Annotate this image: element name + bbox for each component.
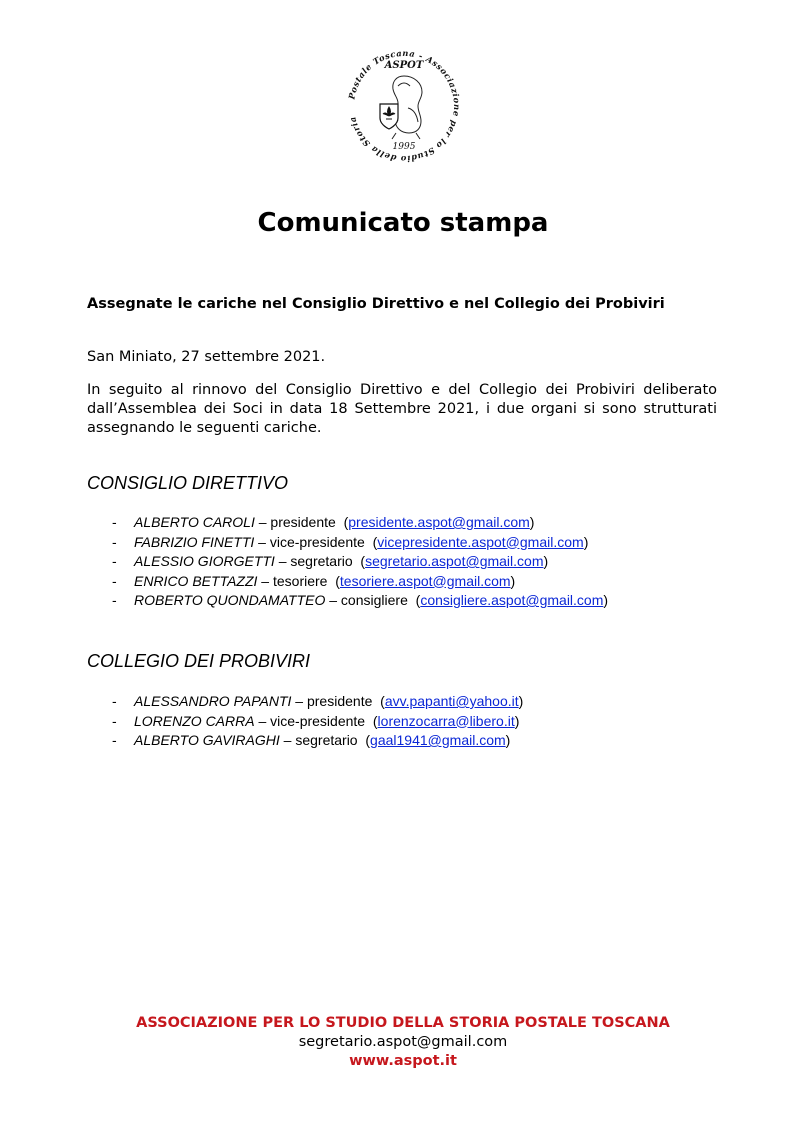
- member-email-link[interactable]: vicepresidente.aspot@gmail.com: [377, 533, 584, 550]
- shield-fleur-de-lis-icon: [380, 104, 398, 129]
- member-name: LORENZO CARRA: [134, 712, 255, 729]
- member-email-link[interactable]: consigliere.aspot@gmail.com: [420, 592, 604, 608]
- intro-paragraph: In seguito al rinnovo del Consiglio Direttivo e del Collegio dei Probiviri deliberato dall’Assemblea dei Soci in data 18 Settembre 2021, i due organi si sono strutturati assegnando le seguenti cariche.: [87, 382, 717, 436]
- bullet-dash: -: [112, 553, 117, 569]
- bullet-dash: -: [112, 693, 117, 709]
- list-item: - ALESSIO GIORGETTI – segretario (segretario.aspot@gmail.com): [112, 552, 608, 572]
- logo-year: 1995: [392, 142, 416, 152]
- section-heading-consiglio: CONSIGLIO DIRETTIVO: [87, 473, 289, 493]
- member-email-link[interactable]: avv.papanti@yahoo.it: [384, 693, 519, 709]
- member-name: ALBERTO CAROLI: [134, 514, 255, 530]
- list-item: - ENRICO BETTAZZI – tesoriere (tesoriere.aspot@gmail.com): [112, 572, 608, 592]
- member-role: – presidente: [291, 693, 373, 709]
- logo-center-text: ASPOT: [384, 60, 424, 71]
- page-title: Comunicato stampa: [257, 208, 549, 238]
- member-email-link[interactable]: segretario.aspot@gmail.com: [365, 553, 544, 569]
- bullet-dash: -: [112, 572, 117, 589]
- member-email-link[interactable]: lorenzocarra@libero.it: [377, 712, 515, 729]
- member-role: – presidente: [254, 514, 336, 530]
- member-name: FABRIZIO FINETTI: [134, 533, 255, 550]
- footer-website-link[interactable]: www.aspot.it: [349, 1053, 457, 1069]
- member-email-link[interactable]: presidente.aspot@gmail.com: [348, 514, 530, 530]
- bullet-dash: -: [112, 732, 117, 748]
- press-release-subtitle: Assegnate le cariche nel Consiglio Direttivo e nel Collegio dei Probiviri: [87, 296, 665, 312]
- member-list-collegio: [112, 692, 523, 751]
- member-name: ALESSIO GIORGETTI: [134, 553, 275, 569]
- bullet-dash: -: [112, 514, 117, 530]
- member-role: – vice-presidente: [254, 533, 365, 550]
- member-list-consiglio: [112, 513, 608, 611]
- member-role: – segretario: [279, 732, 358, 748]
- footer-org-name: ASSOCIAZIONE PER LO STUDIO DELLA STORIA POSTALE TOSCANA: [136, 1015, 670, 1031]
- logo-ring-text: Postale Toscana - Associazione per lo Studio della Storia: [346, 47, 463, 165]
- list-item: - ALBERTO CAROLI – presidente (presidente.aspot@gmail.com): [112, 513, 608, 533]
- member-email-link[interactable]: gaal1941@gmail.com: [370, 732, 506, 748]
- section-heading-collegio: COLLEGIO DEI PROBIVIRI: [87, 651, 311, 671]
- member-role: – tesoriere: [257, 572, 328, 589]
- list-item: - ROBERTO QUONDAMATTEO – consigliere (consigliere.aspot@gmail.com): [112, 591, 608, 611]
- member-role: – consigliere: [325, 592, 408, 608]
- list-item: - ALESSANDRO PAPANTI – presidente (avv.papanti@yahoo.it): [112, 692, 523, 712]
- bullet-dash: -: [112, 533, 117, 550]
- member-name: ENRICO BETTAZZI: [134, 572, 258, 589]
- member-email-link[interactable]: tesoriere.aspot@gmail.com: [339, 572, 511, 589]
- bullet-dash: -: [112, 712, 117, 729]
- list-item: - LORENZO CARRA – vice-presidente (lorenzocarra@libero.it): [112, 712, 523, 732]
- member-name: ROBERTO QUONDAMATTEO: [134, 592, 326, 608]
- bullet-dash: -: [112, 592, 117, 608]
- list-item: - ALBERTO GAVIRAGHI – segretario (gaal1941@gmail.com): [112, 731, 523, 751]
- footer-email[interactable]: segretario.aspot@gmail.com: [298, 1034, 508, 1050]
- dateline: San Miniato, 27 settembre 2021.: [87, 349, 326, 365]
- member-name: ALBERTO GAVIRAGHI: [134, 732, 280, 748]
- member-name: ALESSANDRO PAPANTI: [134, 693, 292, 709]
- member-role: – vice-presidente: [254, 712, 366, 729]
- aspot-logo-seal: [336, 38, 472, 174]
- footer: [0, 1014, 806, 1071]
- list-item: - FABRIZIO FINETTI – vice-presidente (vicepresidente.aspot@gmail.com): [112, 533, 608, 553]
- member-role: – segretario: [274, 553, 353, 569]
